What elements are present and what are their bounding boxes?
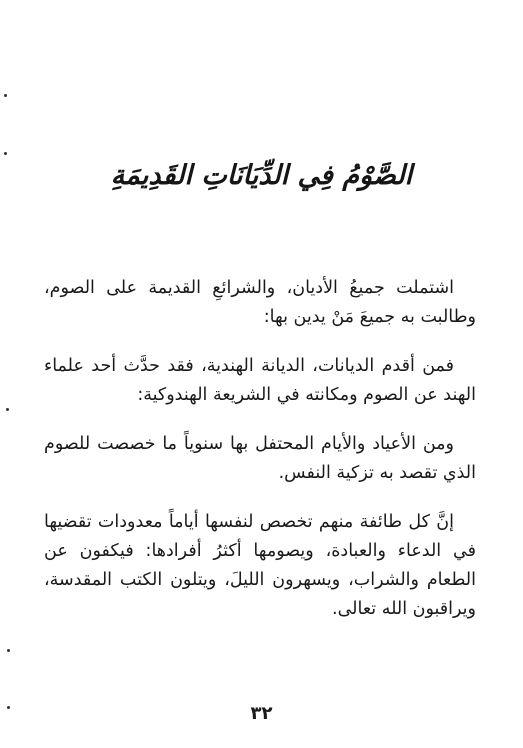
scan-speck xyxy=(4,152,7,155)
paragraph: إنَّ كل طائفة منهم تخصص لنفسها أياماً معدودات تقضيها في الدعاء والعبادة، ويصومها أكثرُ أفرادها: فيكفون عن الطعام والشراب، ويسهرون الليلَ، ويتلون الكتب المقدسة، ويراقبون الله تعالى. xyxy=(44,512,476,619)
paragraph: اشتملت جميعُ الأديان، والشرائعِ القديمة على الصوم، وطالبت به جميعَ مَنْ يدين بها: xyxy=(44,278,476,327)
page-number: ٣٢ xyxy=(250,703,273,724)
scan-speck xyxy=(7,706,10,709)
scan-speck xyxy=(7,649,10,652)
chapter-title: الصَّوْمُ فِي الدِّيَانَاتِ القَدِيمَةِ xyxy=(110,160,413,191)
paragraph: فمن أقدم الديانات، الديانة الهندية، فقد حدَّث أحد علماء الهند عن الصوم ومكانته في الشريعة الهندوكية: xyxy=(44,356,476,405)
scan-speck xyxy=(6,408,9,411)
body-text xyxy=(44,274,476,644)
scan-speck xyxy=(4,94,7,97)
paragraph: ومن الأعياد والأيام المحتفل بها سنوياً ما خصصت للصوم الذي تقصد به تزكية النفس. xyxy=(44,434,476,483)
